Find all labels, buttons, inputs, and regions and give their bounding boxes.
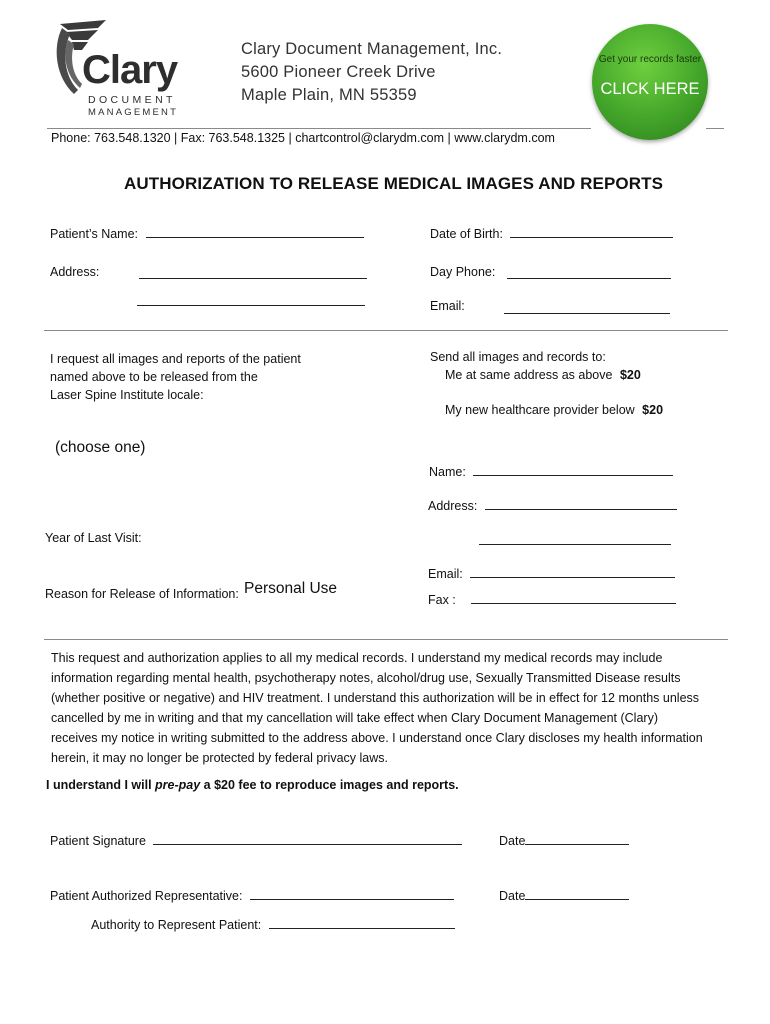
patient-name-label: Patient’s Name: (50, 227, 139, 241)
representative-date-line[interactable] (525, 886, 629, 900)
year-last-visit-label: Year of Last Visit: (45, 531, 142, 545)
signature-date-label: Date (499, 834, 526, 848)
click-here-button[interactable] (592, 24, 708, 140)
clary-logo (52, 18, 182, 122)
email-line[interactable] (504, 300, 670, 319)
header-divider (47, 128, 591, 129)
provider-address-line[interactable] (485, 496, 677, 510)
company-street: 5600 Pioneer Creek Drive (241, 63, 436, 81)
authority-field[interactable] (91, 915, 455, 932)
request-line: I request all images and reports of the patient (50, 352, 301, 366)
reason-label: Reason for Release of Information: (45, 587, 239, 601)
representative-label: Patient Authorized Representative: (50, 889, 243, 903)
statement-line: herein, it may no longer be protected by federal privacy laws. (51, 751, 388, 765)
patient-signature-line[interactable] (153, 831, 462, 845)
statement-line: cancelled by me in writing and that my cancellation will take effect when Clary Document Management (Clary) (51, 711, 658, 725)
choose-one-select[interactable]: (choose one) (55, 439, 146, 456)
representative-date-label: Date (499, 889, 526, 903)
statement-line: information regarding mental health, psychotherapy notes, alcohol/drug use, Sexually Transmitted Disease results (51, 671, 681, 685)
authority-line[interactable] (269, 915, 455, 929)
representative-field[interactable] (50, 886, 454, 903)
promo-label: CLICK HERE (600, 80, 700, 98)
provider-address-field[interactable] (428, 496, 677, 513)
prepay-text-after: a $20 fee to reproduce images and reports. (200, 778, 459, 792)
provider-email-label: Email: (428, 567, 463, 581)
patient-signature-field[interactable] (50, 831, 462, 848)
dob-label: Date of Birth: (430, 227, 503, 241)
section-divider-1 (44, 330, 728, 331)
promo-tagline: Get your records faster (598, 54, 702, 65)
provider-name-line[interactable] (473, 462, 673, 476)
provider-email-field[interactable] (428, 564, 675, 581)
request-line: named above to be released from the (50, 370, 258, 384)
patient-signature-label: Patient Signature (50, 834, 146, 848)
statement-line: (whether positive or negative) and HIV treatment. I understand this authorization will be in effect for 12 months unless (51, 691, 700, 705)
prepay-statement (46, 778, 459, 792)
signature-date-field[interactable] (499, 831, 629, 848)
send-label: Send all images and records to: (430, 350, 606, 364)
address-line-1[interactable] (139, 265, 367, 284)
day-phone-line[interactable] (507, 265, 671, 284)
authorization-statement (51, 648, 731, 768)
section-divider-2 (44, 639, 728, 640)
option-new-provider-fee: $20 (642, 403, 664, 417)
provider-fax-label: Fax : (428, 593, 456, 607)
option-new-provider-label: My new healthcare provider below (445, 403, 635, 417)
provider-name-field[interactable] (429, 462, 673, 479)
company-name: Clary Document Management, Inc. (241, 40, 503, 58)
request-line: Laser Spine Institute locale: (50, 388, 204, 402)
statement-line: This request and authorization applies to all my medical records. I understand my medical records may include (51, 651, 663, 665)
option-same-address-fee: $20 (619, 368, 641, 382)
signature-date-line[interactable] (525, 831, 629, 845)
provider-name-label: Name: (429, 465, 466, 479)
provider-email-line[interactable] (470, 564, 675, 578)
option-new-provider[interactable] (445, 403, 663, 417)
representative-date-field[interactable] (499, 886, 629, 903)
patient-name-line[interactable] (146, 224, 364, 238)
email-label: Email: (430, 299, 465, 313)
address-line-2[interactable] (137, 292, 365, 311)
patient-name-field[interactable] (50, 224, 364, 241)
form-title: AUTHORIZATION TO RELEASE MEDICAL IMAGES AND REPORTS (124, 174, 664, 193)
statement-line: receives my notice in writing submitted to the address above. I understand once Clary discloses my health information (51, 731, 703, 745)
address-label: Address: (50, 265, 100, 279)
dob-field[interactable] (430, 224, 673, 241)
representative-line[interactable] (250, 886, 454, 900)
provider-address-label: Address: (428, 499, 478, 513)
option-same-address-label: Me at same address as above (445, 368, 613, 382)
logo-line1: DOCUMENT (88, 94, 176, 106)
prepay-text-before: I understand I will (46, 778, 156, 792)
reason-value[interactable]: Personal Use (244, 580, 338, 597)
provider-fax-line[interactable] (471, 590, 676, 604)
option-same-address[interactable] (445, 368, 641, 382)
logo-wordmark: Clary (82, 48, 178, 92)
company-city: Maple Plain, MN 55359 (241, 86, 417, 104)
prepay-text-emph: pre-pay (155, 778, 201, 792)
provider-address-line-2[interactable] (479, 531, 671, 550)
day-phone-label: Day Phone: (430, 265, 496, 279)
header-divider-right (706, 128, 724, 129)
request-text (50, 350, 301, 404)
logo-line2: MANAGEMENT (88, 107, 179, 118)
authority-label: Authority to Represent Patient: (91, 918, 262, 932)
dob-line[interactable] (510, 224, 673, 238)
contact-line: Phone: 763.548.1320 | Fax: 763.548.1325 | chartcontrol@clarydm.com | www.clarydm.com (51, 131, 555, 145)
provider-fax-field[interactable] (428, 590, 676, 607)
